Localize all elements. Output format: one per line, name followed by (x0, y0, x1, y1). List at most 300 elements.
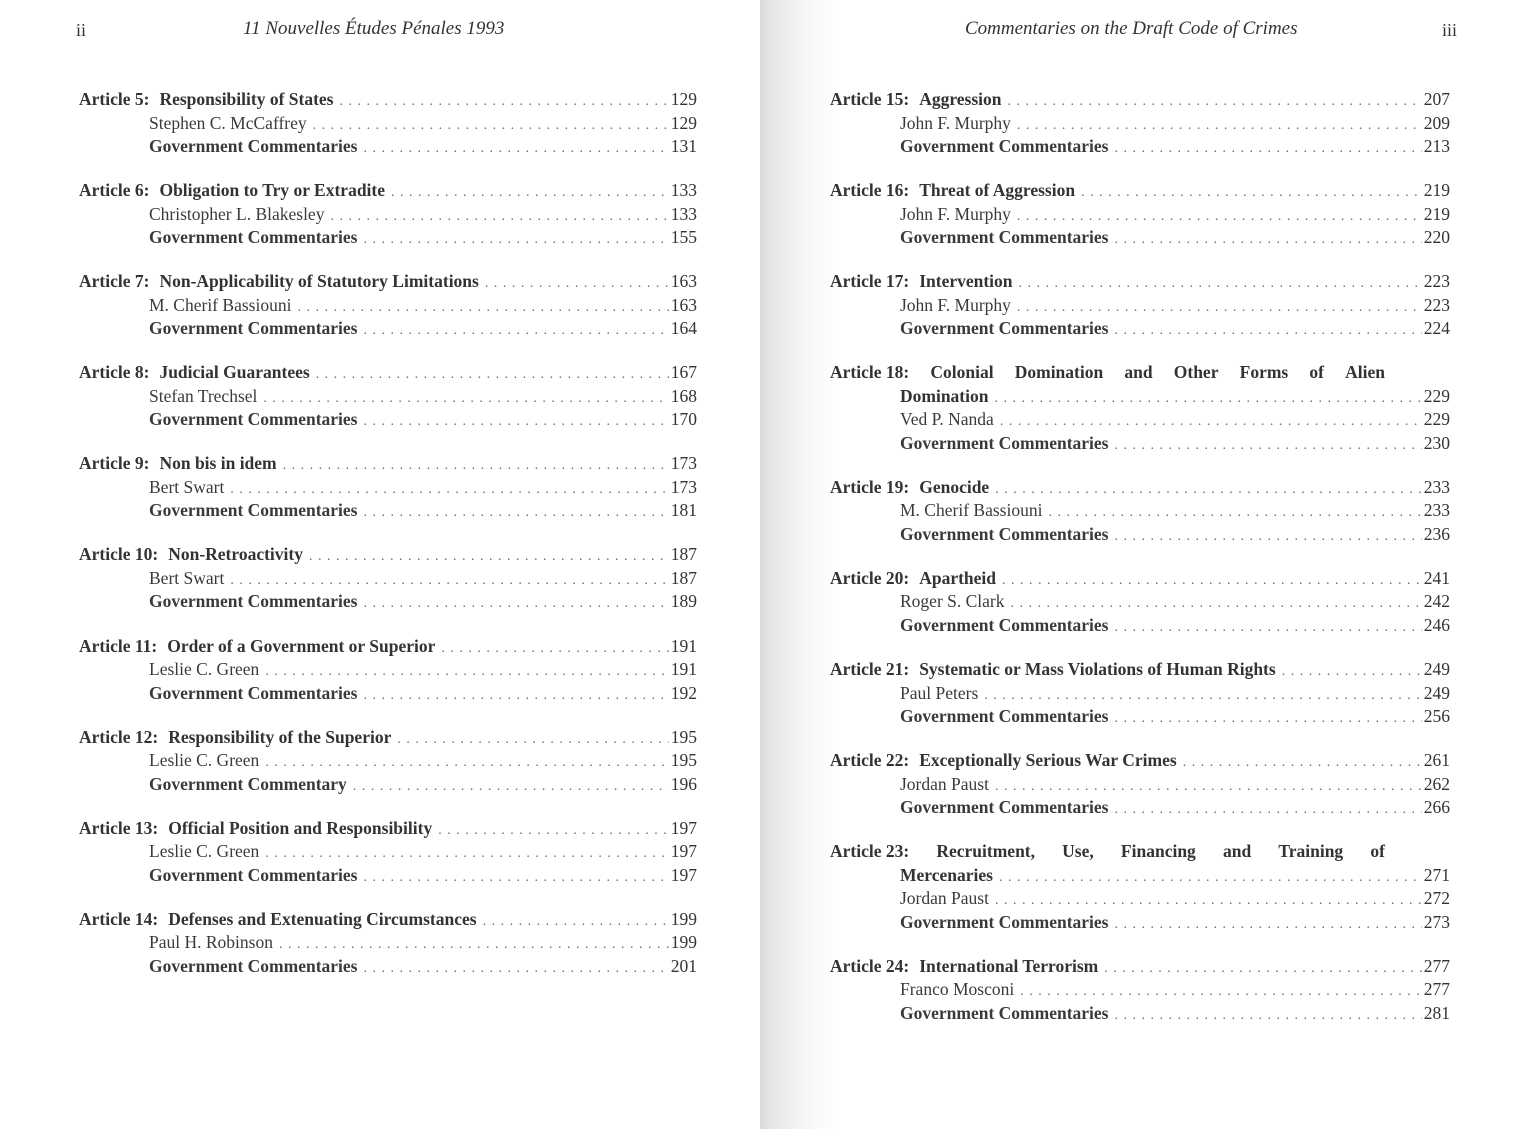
toc-entry (830, 88, 1450, 159)
author-name: Bert Swart (149, 476, 225, 497)
article-heading[interactable] (79, 726, 697, 750)
commentary-line[interactable] (830, 317, 1450, 341)
author-name: M. Cherif Bassiouni (149, 294, 292, 315)
article-title (79, 88, 334, 112)
toc-entry (830, 658, 1450, 729)
article-heading-wrapped[interactable] (830, 361, 1385, 385)
author-line[interactable] (830, 203, 1450, 227)
article-number: Article 14: (79, 908, 159, 929)
page-ref: 262 (1423, 773, 1450, 794)
toc-entry (830, 270, 1450, 341)
article-heading[interactable] (79, 88, 697, 112)
page-ref: 199 (670, 908, 697, 929)
commentary-label: Government Commentaries (900, 614, 1109, 635)
toc-entry (830, 840, 1450, 934)
article-number: Article 16: (830, 180, 910, 201)
page-ref: 246 (1423, 614, 1450, 635)
author-title (149, 749, 259, 773)
author-title (149, 294, 291, 318)
dot-leader (1109, 1004, 1423, 1028)
page-ref: 219 (1423, 203, 1450, 224)
dot-leader (1011, 205, 1422, 229)
page-ref: 201 (670, 955, 697, 976)
author-line[interactable] (830, 682, 1450, 706)
dot-leader (259, 660, 669, 684)
article-title (79, 179, 385, 203)
page-ref: 173 (670, 453, 697, 474)
dot-leader (310, 363, 669, 387)
page-ref: 229 (1423, 385, 1450, 406)
dot-leader (273, 933, 669, 957)
dot-leader (435, 637, 669, 661)
page-ref: 191 (670, 635, 697, 656)
article-number: Article 13: (79, 817, 159, 838)
author-line[interactable] (79, 385, 697, 409)
author-line[interactable] (79, 658, 697, 682)
page-ref: 249 (1423, 659, 1450, 680)
page-ref: 133 (670, 203, 697, 224)
page-ref: 129 (670, 112, 697, 133)
article-heading[interactable] (830, 658, 1450, 682)
article-title (79, 543, 303, 567)
page-ref: 256 (1423, 706, 1450, 727)
page-ref: 233 (1423, 500, 1450, 521)
page-ref: 187 (670, 567, 697, 588)
gov-title (900, 432, 1109, 456)
page-ref: 224 (1423, 318, 1450, 339)
article-title: Genocide (919, 476, 990, 497)
author-line[interactable] (830, 773, 1450, 797)
page-ref: 163 (670, 294, 697, 315)
dot-leader (479, 272, 669, 296)
article-title: Mercenaries (900, 864, 993, 885)
article-title-word: of (1309, 362, 1324, 383)
dot-leader (358, 410, 670, 434)
commentary-line[interactable] (79, 773, 697, 797)
commentary-line[interactable] (79, 226, 697, 250)
page-ref: 277 (1423, 979, 1450, 1000)
article-title (900, 864, 993, 888)
author-name: Roger S. Clark (900, 591, 1005, 612)
dot-leader (224, 478, 669, 502)
article-number: Article 11: (79, 635, 158, 656)
page-ref: 241 (1423, 567, 1450, 588)
author-title (149, 476, 224, 500)
page-ref: 223 (1423, 294, 1450, 315)
page-ref: 133 (670, 180, 697, 201)
article-heading[interactable] (830, 749, 1450, 773)
page-ref: 192 (670, 682, 697, 703)
gov-title (149, 408, 358, 432)
commentary-line[interactable] (79, 408, 697, 432)
author-title (149, 203, 324, 227)
article-heading[interactable] (79, 270, 697, 294)
author-name: Stefan Trechsel (149, 385, 258, 406)
dot-leader (358, 684, 670, 708)
page-ref: 164 (670, 318, 697, 339)
article-title (900, 385, 988, 409)
toc-entry (79, 726, 697, 797)
article-title-word: Financing (1120, 841, 1196, 862)
article-title-word: Use, (1062, 841, 1094, 862)
dot-leader (257, 387, 669, 411)
article-heading[interactable] (79, 817, 697, 841)
dot-leader (1177, 751, 1422, 775)
commentary-label: Government Commentaries (149, 318, 358, 339)
commentary-label: Government Commentaries (900, 797, 1109, 818)
article-title (79, 908, 477, 932)
dot-leader (347, 775, 669, 799)
toc-entry (79, 452, 697, 523)
dot-leader (358, 137, 670, 161)
toc-entry (79, 270, 697, 341)
article-title (79, 817, 432, 841)
gov-title (149, 682, 358, 706)
toc-entry (79, 361, 697, 432)
author-title (900, 887, 989, 911)
page-ref: 230 (1423, 432, 1450, 453)
commentary-label: Government Commentaries (149, 591, 358, 612)
right-page (760, 0, 1536, 1129)
author-line[interactable] (830, 112, 1450, 136)
page-ref: 209 (1423, 112, 1450, 133)
author-name: Leslie C. Green (149, 750, 260, 771)
gov-title (900, 317, 1109, 341)
author-title (900, 203, 1011, 227)
article-number: Article 21: (830, 659, 910, 680)
commentary-line[interactable] (79, 864, 697, 888)
article-title (830, 179, 1075, 203)
dot-leader (391, 728, 669, 752)
article-title: Defenses and Extenuating Circumstances (168, 908, 477, 929)
article-title: Judicial Guarantees (159, 362, 310, 383)
article-heading[interactable] (830, 955, 1450, 979)
page-ref: 195 (670, 750, 697, 771)
page-ref: 273 (1423, 911, 1450, 932)
gov-title (900, 226, 1109, 250)
dot-leader (1014, 980, 1422, 1004)
author-name: Paul H. Robinson (149, 932, 273, 953)
commentary-line[interactable] (79, 135, 697, 159)
running-head: 11 Nouvelles Études Pénales 1993 (243, 18, 505, 39)
author-title (149, 658, 259, 682)
page-ref: 281 (1423, 1002, 1450, 1023)
article-title: Responsibility of States (159, 89, 334, 109)
author-title (149, 385, 257, 409)
page-ref: 249 (1423, 682, 1450, 703)
dot-leader (432, 819, 669, 843)
article-title: Systematic or Mass Violations of Human Rights (919, 659, 1276, 680)
dot-leader (1109, 616, 1423, 640)
article-number: Article 20: (830, 567, 910, 588)
dot-leader (224, 569, 669, 593)
page-ref: 187 (670, 544, 697, 565)
page-ref: 242 (1423, 591, 1450, 612)
article-number: Article 24: (830, 955, 910, 976)
running-head: Commentaries on the Draft Code of Crimes (965, 18, 1298, 39)
article-heading[interactable] (79, 179, 697, 203)
article-title (830, 749, 1177, 773)
commentary-line[interactable] (830, 523, 1450, 547)
article-title: Responsibility of the Superior (168, 726, 392, 747)
page-ref: 197 (670, 864, 697, 885)
page-ref: 199 (670, 932, 697, 953)
page-ref: 220 (1423, 227, 1450, 248)
article-number: Article 23: (830, 841, 910, 862)
author-line[interactable] (79, 476, 697, 500)
gov-title (149, 135, 358, 159)
author-name: Bert Swart (149, 567, 225, 588)
page-ref: 261 (1423, 750, 1450, 771)
article-heading[interactable] (830, 88, 1450, 112)
article-title: Exceptionally Serious War Crimes (919, 750, 1177, 771)
article-title: Non-Retroactivity (168, 544, 303, 565)
article-title-word: Other (1173, 362, 1219, 383)
dot-leader (358, 501, 670, 525)
dot-leader (1109, 319, 1423, 343)
commentary-label: Government Commentaries (900, 432, 1109, 453)
article-title: Domination (900, 385, 989, 406)
article-title-word: of (1370, 841, 1385, 862)
article-title-word: Domination (1014, 362, 1104, 383)
commentary-line[interactable] (830, 135, 1450, 159)
author-line[interactable] (79, 931, 697, 955)
gov-title (900, 796, 1109, 820)
article-title: Threat of Aggression (919, 180, 1076, 201)
commentary-line[interactable] (79, 590, 697, 614)
article-heading[interactable] (830, 864, 1450, 888)
dot-leader (988, 387, 1422, 411)
dot-leader (1098, 957, 1422, 981)
article-number: Article 7: (79, 271, 150, 292)
page-ref: 155 (670, 227, 697, 248)
gov-title (900, 705, 1109, 729)
page-ref: 277 (1423, 955, 1450, 976)
page-ref: 223 (1423, 271, 1450, 292)
author-line[interactable] (79, 749, 697, 773)
article-title (79, 361, 310, 385)
author-title (900, 773, 989, 797)
gov-title (900, 911, 1109, 935)
toc-entry (79, 179, 697, 250)
commentary-line[interactable] (830, 432, 1450, 456)
dot-leader (1011, 296, 1422, 320)
author-title (900, 499, 1042, 523)
dot-leader (303, 545, 669, 569)
author-line[interactable] (79, 112, 697, 136)
table-of-contents (79, 88, 697, 999)
author-title (900, 294, 1011, 318)
page-ref: 189 (670, 591, 697, 612)
dot-leader (1109, 228, 1423, 252)
commentary-label: Government Commentary (149, 773, 347, 794)
page-ref: 233 (1423, 476, 1450, 497)
article-title-word: and (1222, 841, 1252, 862)
article-title: Obligation to Try or Extradite (159, 180, 386, 201)
commentary-line[interactable] (79, 499, 697, 523)
author-title (900, 112, 1011, 136)
commentary-label: Government Commentaries (149, 227, 358, 248)
page-ref: 266 (1423, 797, 1450, 818)
article-title (79, 452, 277, 476)
article-title-word: Forms (1239, 362, 1289, 383)
article-title-word: Recruitment, (936, 841, 1036, 862)
article-title: Aggression (919, 89, 1002, 109)
author-title (900, 590, 1005, 614)
gov-title (900, 614, 1109, 638)
article-title-word: Alien (1345, 362, 1385, 383)
page-ref: 219 (1423, 180, 1450, 201)
page-ref: 272 (1423, 888, 1450, 909)
page-ref: 131 (670, 136, 697, 156)
article-heading[interactable] (830, 270, 1450, 294)
dot-leader (324, 205, 669, 229)
commentary-line[interactable] (79, 317, 697, 341)
gov-title (900, 1002, 1109, 1026)
toc-entry (79, 543, 697, 614)
article-number: Article 22: (830, 750, 910, 771)
toc-entry (79, 635, 697, 706)
toc-entry (830, 567, 1450, 638)
dot-leader (334, 90, 670, 114)
page-ref: 163 (670, 271, 697, 292)
dot-leader (993, 866, 1422, 890)
author-name: Jordan Paust (900, 773, 989, 794)
author-line[interactable] (830, 294, 1450, 318)
article-heading[interactable] (830, 179, 1450, 203)
article-title: Intervention (919, 271, 1013, 292)
article-heading[interactable] (830, 567, 1450, 591)
author-line[interactable] (79, 567, 697, 591)
gov-title (900, 523, 1109, 547)
article-title-word: Training (1278, 841, 1344, 862)
page-ref: 181 (670, 500, 697, 521)
commentary-label: Government Commentaries (149, 864, 358, 885)
page-ref: 173 (670, 476, 697, 497)
dot-leader (1276, 660, 1422, 684)
article-heading[interactable] (79, 635, 697, 659)
toc-entry (79, 88, 697, 159)
author-name: Christopher L. Blakesley (149, 203, 325, 224)
toc-entry (830, 179, 1450, 250)
gov-title (149, 499, 358, 523)
article-number: Article 19: (830, 476, 910, 497)
commentary-label: Government Commentaries (900, 1002, 1109, 1023)
article-title: Non bis in idem (159, 453, 277, 474)
author-title (900, 978, 1014, 1002)
gov-title (149, 955, 358, 979)
dot-leader (989, 478, 1422, 502)
author-line[interactable] (830, 499, 1450, 523)
commentary-line[interactable] (830, 226, 1450, 250)
commentary-line[interactable] (830, 1002, 1450, 1026)
author-name: Leslie C. Green (149, 841, 260, 862)
author-title (149, 931, 273, 955)
article-heading[interactable] (79, 543, 697, 567)
toc-entry (830, 476, 1450, 547)
dot-leader (291, 296, 669, 320)
toc-entry (79, 817, 697, 888)
gov-title (149, 226, 358, 250)
article-number: Article 9: (79, 453, 150, 474)
author-line[interactable] (79, 840, 697, 864)
dot-leader (1109, 434, 1423, 458)
author-title (900, 408, 994, 432)
author-line[interactable] (830, 887, 1450, 911)
commentary-label: Government Commentaries (149, 136, 358, 156)
dot-leader (1005, 592, 1422, 616)
article-heading-wrapped[interactable] (830, 840, 1385, 864)
commentary-line[interactable] (830, 705, 1450, 729)
gov-title (900, 135, 1109, 159)
article-title: International Terrorism (919, 955, 1099, 976)
dot-leader (1075, 181, 1422, 205)
article-title (830, 955, 1098, 979)
commentary-line[interactable] (830, 614, 1450, 638)
toc-entry (79, 908, 697, 979)
dot-leader (259, 842, 669, 866)
commentary-line[interactable] (79, 682, 697, 706)
dot-leader (1011, 114, 1422, 138)
article-title-word: Colonial (930, 362, 994, 383)
page-ref: 129 (670, 89, 697, 109)
page-ref: 191 (670, 659, 697, 680)
article-heading[interactable] (79, 361, 697, 385)
commentary-label: Government Commentaries (900, 523, 1109, 544)
author-name: Ved P. Nanda (900, 409, 994, 430)
dot-leader (996, 569, 1422, 593)
author-line[interactable] (79, 203, 697, 227)
page-ref: 229 (1423, 409, 1450, 430)
author-line[interactable] (830, 978, 1450, 1002)
dot-leader (989, 775, 1422, 799)
article-title: Apartheid (919, 567, 997, 588)
commentary-line[interactable] (79, 955, 697, 979)
article-heading[interactable] (79, 452, 697, 476)
page-ref: 213 (1423, 136, 1450, 156)
author-name: Franco Mosconi (900, 979, 1015, 1000)
dot-leader (989, 889, 1422, 913)
page-ref: 170 (670, 409, 697, 430)
toc-entry (830, 749, 1450, 820)
article-heading[interactable] (830, 385, 1450, 409)
article-number: Article 15: (830, 89, 910, 109)
article-heading[interactable] (830, 476, 1450, 500)
article-title (830, 567, 996, 591)
article-heading[interactable] (79, 908, 697, 932)
author-line[interactable] (830, 590, 1450, 614)
article-title (830, 658, 1276, 682)
commentary-line[interactable] (830, 911, 1450, 935)
dot-leader (1109, 913, 1423, 937)
dot-leader (358, 228, 670, 252)
dot-leader (1013, 272, 1422, 296)
author-line[interactable] (830, 408, 1450, 432)
page-ref: 168 (670, 385, 697, 406)
article-number: Article 6: (79, 180, 150, 201)
article-number: Article 5: (79, 89, 150, 109)
article-title (79, 635, 435, 659)
author-name: John F. Murphy (900, 294, 1011, 315)
commentary-line[interactable] (830, 796, 1450, 820)
dot-leader (1002, 90, 1422, 114)
commentary-label: Government Commentaries (149, 500, 358, 521)
author-line[interactable] (79, 294, 697, 318)
page-ref: 271 (1423, 864, 1450, 885)
gov-title (149, 773, 347, 797)
author-name: Leslie C. Green (149, 659, 260, 680)
commentary-label: Government Commentaries (149, 682, 358, 703)
